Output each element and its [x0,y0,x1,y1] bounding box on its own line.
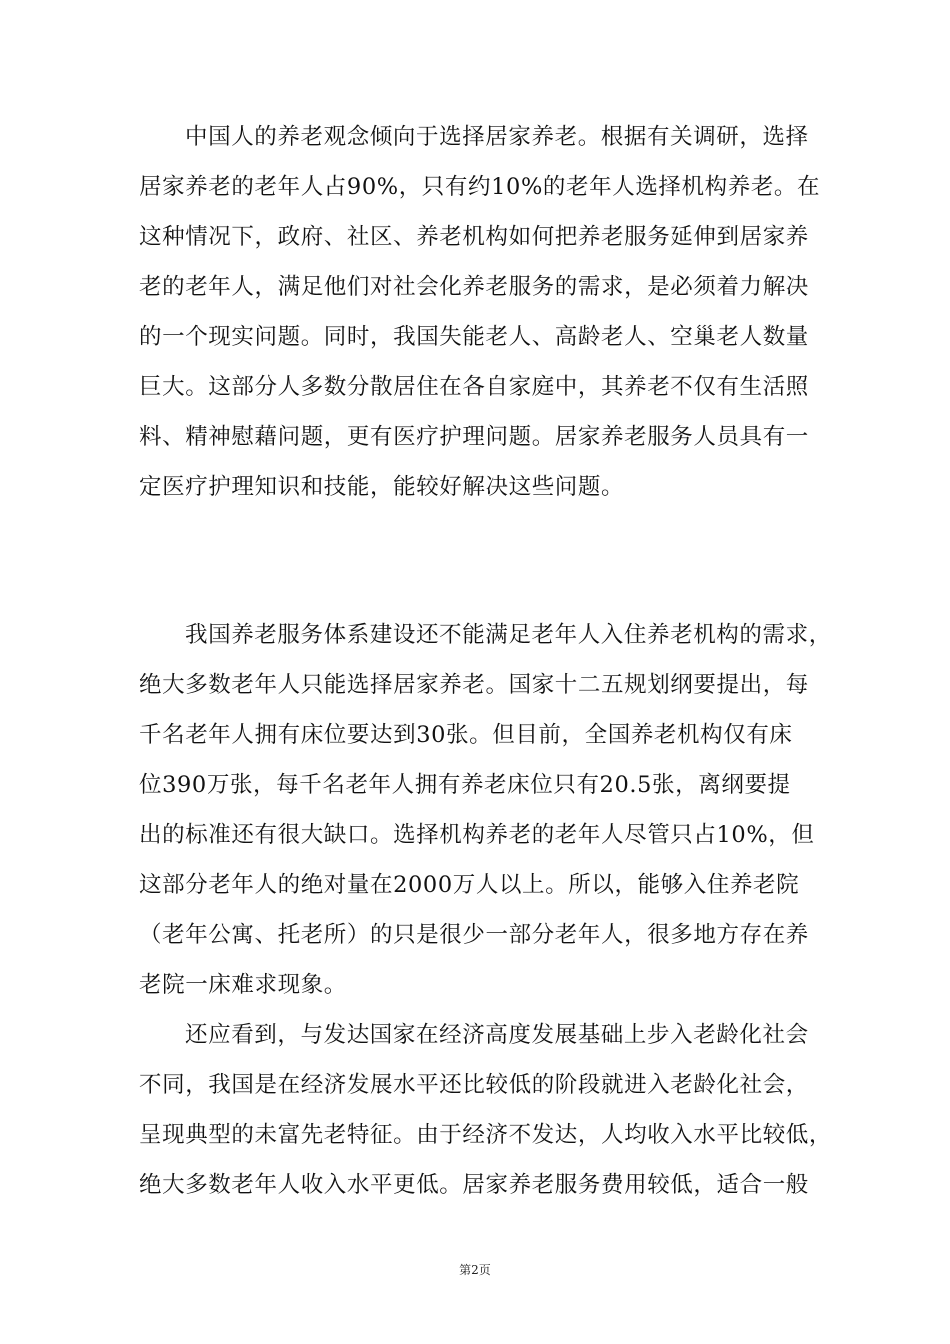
paragraph-line: （老年公寓、托老所）的只是很少一部分老年人，很多地方存在养 [139,922,809,948]
paragraph-line: 定医疗护理知识和技能，能较好解决这些问题。 [139,474,625,500]
paragraph-line: 这部分老年人的绝对量在2000万人以上。所以，能够入住养老院 [139,872,800,898]
paragraph-line: 老院一床难求现象。 [139,972,347,998]
paragraph-line: 绝大多数老年人只能选择居家养老。国家十二五规划纲要提出，每 [139,672,809,698]
paragraph-line: 老的老年人，满足他们对社会化养老服务的需求，是必须着力解决 [139,274,809,300]
paragraph-line: 呈现典型的未富先老特征。由于经济不发达，人均收入水平比较低， [139,1122,833,1148]
paragraph-line: 的一个现实问题。同时，我国失能老人、高龄老人、空巢老人数量 [139,324,809,350]
paragraph-line: 居家养老的老年人占90%，只有约10%的老年人选择机构养老。在 [139,174,821,200]
page-number: 第2页 [459,1263,491,1277]
paragraph-line: 料、精神慰藉问题，更有医疗护理问题。居家养老服务人员具有一 [139,424,809,450]
paragraph-line: 中国人的养老观念倾向于选择居家养老。根据有关调研，选择 [185,124,809,150]
paragraph-line: 出的标准还有很大缺口。选择机构养老的老年人尽管只占10%，但 [139,822,815,848]
paragraph-line: 巨大。这部分人多数分散居住在各自家庭中，其养老不仅有生活照 [139,374,809,400]
paragraph-line: 还应看到，与发达国家在经济高度发展基础上步入老龄化社会 [185,1022,809,1048]
paragraph-line: 不同，我国是在经济发展水平还比较低的阶段就进入老龄化社会， [139,1072,809,1098]
paragraph-line: 位390万张，每千名老年人拥有养老床位只有20.5张，离纲要提 [139,772,791,798]
paragraph-line: 绝大多数老年人收入水平更低。居家养老服务费用较低，适合一般 [139,1172,809,1198]
paragraph-line: 千名老年人拥有床位要达到30张。但目前，全国养老机构仅有床 [139,722,793,748]
paragraph-line: 这种情况下，政府、社区、养老机构如何把养老服务延伸到居家养 [139,224,809,250]
paragraph-line: 我国养老服务体系建设还不能满足老年人入住养老机构的需求， [185,622,832,648]
